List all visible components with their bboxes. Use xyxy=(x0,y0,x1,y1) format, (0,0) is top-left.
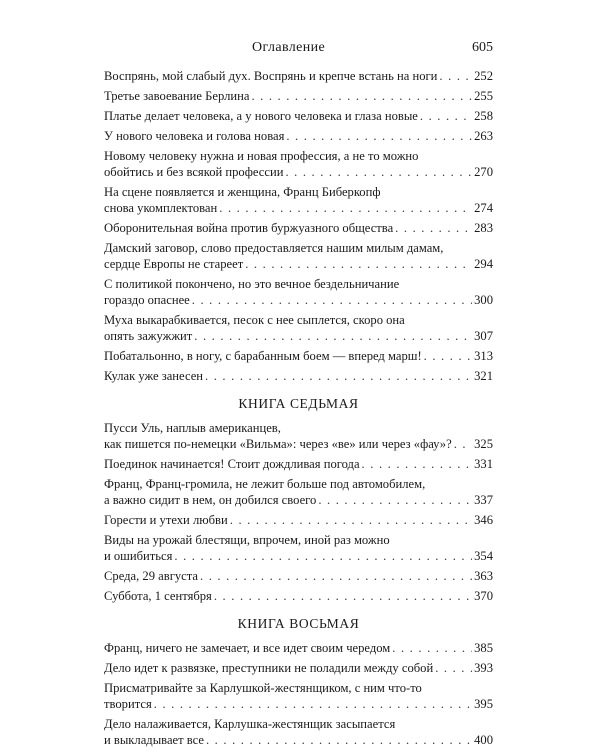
toc-entry[interactable] xyxy=(104,588,493,604)
toc-entry-title: Воспрянь, мой слабый дух. Воспрянь и крепче встань на ноги xyxy=(104,69,438,83)
toc-entry-page: 252 xyxy=(474,69,493,83)
dot-leader xyxy=(392,640,472,656)
toc-entry-page: 313 xyxy=(474,349,493,363)
toc-entry[interactable] xyxy=(104,568,493,584)
toc-entry-row xyxy=(104,164,493,180)
toc-entry-page: 270 xyxy=(474,165,493,179)
toc-entry-title: Платье делает человека, а у нового человека и глаза новые xyxy=(104,109,418,123)
toc-entry-title: Дело идет к развязке, преступники не поладили между собой xyxy=(104,661,434,675)
page-number: 605 xyxy=(472,40,493,55)
toc-entry-page: 307 xyxy=(474,329,493,343)
toc-entry-title: и ошибиться xyxy=(104,549,173,563)
toc-entry-page: 385 xyxy=(474,641,493,655)
toc-entry-title-line: Муха выкарабкивается, песок с нее сыплется, скоро она xyxy=(104,313,405,327)
dot-leader xyxy=(214,588,472,604)
toc-entry-page: 354 xyxy=(474,549,493,563)
toc-entry[interactable] xyxy=(104,348,493,364)
toc-entry-page: 370 xyxy=(474,589,493,603)
toc-book-8 xyxy=(104,640,493,748)
toc-entry-title: и выкладывает все xyxy=(104,733,204,747)
dot-leader xyxy=(154,696,472,712)
toc-entry[interactable] xyxy=(104,68,493,84)
toc-entry-row xyxy=(104,220,493,236)
toc-entry[interactable] xyxy=(104,184,493,216)
toc-entry-title: Суббота, 1 сентября xyxy=(104,589,212,603)
toc-entry[interactable] xyxy=(104,148,493,180)
toc-entry-row xyxy=(104,732,493,748)
toc-entry-row xyxy=(104,292,493,308)
dot-leader xyxy=(286,128,472,144)
toc-entry-page: 331 xyxy=(474,457,493,471)
toc-entry-row xyxy=(104,348,493,364)
toc-entry-row xyxy=(104,108,493,124)
toc-entry-title-line: Новому человеку нужна и новая профессия, а не то можно xyxy=(104,149,419,163)
dot-leader xyxy=(424,348,472,364)
toc-entry-title: Франц, ничего не замечает, и все идет своим чередом xyxy=(104,641,391,655)
toc-entry-row xyxy=(104,456,493,472)
toc-entry[interactable] xyxy=(104,476,493,508)
toc-entry-title: У нового человека и голова новая xyxy=(104,129,285,143)
toc-entry-title: Горести и утехи любви xyxy=(104,513,228,527)
toc-entry[interactable] xyxy=(104,240,493,272)
toc-entry-row xyxy=(104,568,493,584)
toc-entry-page: 283 xyxy=(474,221,493,235)
toc-entry[interactable] xyxy=(104,640,493,656)
toc-entry-row xyxy=(104,492,493,508)
toc-entry-title-line: Присматривайте за Карлушкой-жестянщиком, с ним что-то xyxy=(104,681,422,695)
toc-entry-title-line: С политикой покончено, но это вечное бездельничание xyxy=(104,277,400,291)
dot-leader xyxy=(420,108,472,124)
toc-entry-page: 400 xyxy=(474,733,493,747)
toc-entry-row xyxy=(104,256,493,272)
toc-entry-title-line: Франц, Франц-громила, не лежит больше под автомобилем, xyxy=(104,477,426,491)
dot-leader xyxy=(245,256,472,272)
dot-leader xyxy=(200,568,472,584)
toc-entry-page: 346 xyxy=(474,513,493,527)
toc-entry-title: гораздо опаснее xyxy=(104,293,190,307)
toc-entry-page: 274 xyxy=(474,201,493,215)
toc-entry-row xyxy=(104,548,493,564)
toc-entry-page: 325 xyxy=(474,437,493,451)
toc-entry[interactable] xyxy=(104,420,493,452)
toc-entry-title: снова укомплектован xyxy=(104,201,218,215)
toc-entry-title: опять зажужжит xyxy=(104,329,193,343)
toc-entry-page: 263 xyxy=(474,129,493,143)
toc-entry-page: 300 xyxy=(474,293,493,307)
toc-entry-row xyxy=(104,128,493,144)
toc-entry-page: 294 xyxy=(474,257,493,271)
toc-entry-page: 255 xyxy=(474,89,493,103)
toc-entry[interactable] xyxy=(104,220,493,236)
toc-part-1 xyxy=(104,68,493,384)
dot-leader xyxy=(251,88,472,104)
toc-entry-page: 258 xyxy=(474,109,493,123)
toc-entry-page: 363 xyxy=(474,569,493,583)
toc-entry-page: 337 xyxy=(474,493,493,507)
dot-leader xyxy=(194,328,472,344)
toc-entry-title: сердце Европы не стареет xyxy=(104,257,244,271)
toc-entry-title-line: Дамский заговор, слово предоставляется нашим милым дамам, xyxy=(104,241,444,255)
toc-entry-title-line: Дело налаживается, Карлушка-жестянщик засыпается xyxy=(104,717,396,731)
toc-entry[interactable] xyxy=(104,128,493,144)
toc-entry[interactable] xyxy=(104,680,493,712)
toc-entry-title: Поединок начинается! Стоит дождливая погода xyxy=(104,457,360,471)
toc-entry[interactable] xyxy=(104,532,493,564)
toc-entry-row xyxy=(104,68,493,84)
toc-entry-row xyxy=(104,368,493,384)
toc-entry-row xyxy=(104,660,493,676)
toc-entry-title: творится xyxy=(104,697,152,711)
toc-entry[interactable] xyxy=(104,716,493,748)
dot-leader xyxy=(439,68,472,84)
toc-entry[interactable] xyxy=(104,88,493,104)
toc-entry-row xyxy=(104,200,493,216)
dot-leader xyxy=(192,292,472,308)
toc-entry-row xyxy=(104,436,493,452)
toc-entry-title-line: На сцене появляется и женщина, Франц Биберкопф xyxy=(104,185,381,199)
toc-entry-row xyxy=(104,88,493,104)
toc-entry-title-line: Пусси Уль, наплыв американцев, xyxy=(104,421,281,435)
section-heading-book-7: КНИГА СЕДЬМАЯ xyxy=(238,396,359,411)
toc-entry[interactable] xyxy=(104,312,493,344)
toc-entry-row xyxy=(104,512,493,528)
toc-entry-page: 395 xyxy=(474,697,493,711)
dot-leader xyxy=(454,436,472,452)
toc-entry[interactable] xyxy=(104,368,493,384)
toc-entry-title: а важно сидит в нем, он добился своего xyxy=(104,493,317,507)
dot-leader xyxy=(219,200,472,216)
toc-entry-title: Среда, 29 августа xyxy=(104,569,198,583)
toc-entry-row xyxy=(104,696,493,712)
toc-entry[interactable] xyxy=(104,660,493,676)
toc-entry-page: 393 xyxy=(474,661,493,675)
toc-entry[interactable] xyxy=(104,512,493,528)
dot-leader xyxy=(395,220,472,236)
toc-entry-title: Кулак уже занесен xyxy=(104,369,204,383)
toc-entry-title: Побатальонно, в ногу, с барабанным боем — вперед марш! xyxy=(104,349,422,363)
toc-entry-page: 321 xyxy=(474,369,493,383)
toc-entry[interactable] xyxy=(104,276,493,308)
toc-entry[interactable] xyxy=(104,108,493,124)
toc-entry-row xyxy=(104,588,493,604)
dot-leader xyxy=(435,660,472,676)
toc-entry[interactable] xyxy=(104,456,493,472)
section-heading-book-8: КНИГА ВОСЬМАЯ xyxy=(237,616,360,631)
dot-leader xyxy=(285,164,472,180)
toc-entry-row xyxy=(104,328,493,344)
dot-leader xyxy=(362,456,473,472)
dot-leader xyxy=(230,512,472,528)
dot-leader xyxy=(318,492,472,508)
table-of-contents xyxy=(104,68,493,752)
dot-leader xyxy=(205,368,472,384)
toc-entry-row xyxy=(104,640,493,656)
running-title: Оглавление xyxy=(252,40,326,55)
toc-entry-title-line: Виды на урожай блестящи, впрочем, иной раз можно xyxy=(104,533,390,547)
dot-leader xyxy=(174,548,472,564)
dot-leader xyxy=(206,732,472,748)
toc-entry-title: Оборонительная война против буржуазного общества xyxy=(104,221,394,235)
toc-entry-title: обойтись и без всякой профессии xyxy=(104,165,284,179)
toc-entry-title: как пишется по-немецки «Вильма»: через «ве» или через «фау»? xyxy=(104,437,452,451)
toc-entry-title: Третье завоевание Берлина xyxy=(104,89,250,103)
toc-book-7 xyxy=(104,420,493,604)
